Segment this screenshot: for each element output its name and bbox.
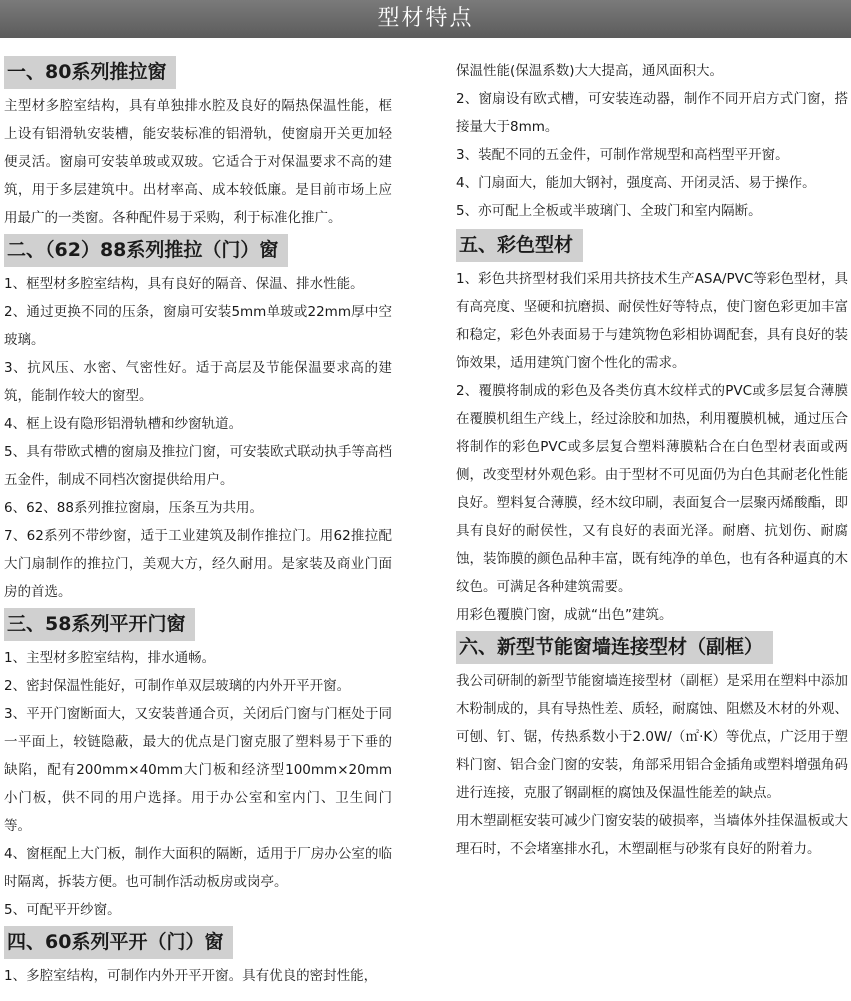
section-58-casement-window [4, 608, 392, 924]
paragraph: 5、亦可配上全板或半玻璃门、全玻门和室内隔断。 [456, 203, 762, 219]
page-title: 型材特点 [0, 0, 851, 38]
paragraph: 1、主型材多腔室结构，排水通畅。 [4, 650, 216, 666]
paragraph: 保温性能(保温系数)大大提高，通风面积大。 [456, 63, 724, 79]
paragraph: 1、彩色共挤型材我们采用共挤技术生产ASA/PVC等彩色型材，具有高亮度、坚硬和抗磨损、耐侯性好等特点，使门窗色彩更加丰富和稳定，彩色外表面易于与建筑物色彩相协调配套，具有良好的装饰效果，适用建筑门窗个性化的需求。 [456, 271, 848, 371]
section-60-casement-window [4, 926, 392, 990]
left-column [4, 56, 392, 990]
section-heading: 五、彩色型材 [456, 229, 583, 262]
section-62-88-sliding-window [4, 234, 392, 606]
section-60-continued [456, 57, 848, 225]
section-heading: 四、60系列平开（门）窗 [4, 926, 233, 959]
right-column [456, 57, 848, 863]
paragraph: 6、62、88系列推拉窗扇，压条互为共用。 [4, 500, 263, 516]
section-80-sliding-window [4, 56, 392, 232]
paragraph: 3、抗风压、水密、气密性好。适于高层及节能保温要求高的建筑，能制作较大的窗型。 [4, 360, 392, 404]
section-heading: 二、（62）88系列推拉（门）窗 [4, 234, 288, 267]
paragraph: 我公司研制的新型节能窗墙连接型材（副框）是采用在塑料中添加木粉制成的，具有导热性差、质轻，耐腐蚀、阻燃及木材的外观、可刨、钉、锯，传热系数小于2.0W/（㎡·K）等优点，广泛用于塑料门窗、铝合金门窗的安装，角部采用铝合金插角或塑料增强角码进行连接，克服了钢副框的腐蚀及保温性能差的缺点。 [456, 673, 848, 801]
paragraph: 用木塑副框安装可减少门窗安装的破损率，当墙体外挂保温板或大理石时，不会堵塞排水孔，木塑副框与砂浆有良好的附着力。 [456, 813, 848, 857]
paragraph: 用彩色覆膜门窗，成就“出色”建筑。 [456, 607, 673, 623]
paragraph: 2、密封保温性能好，可制作单双层玻璃的内外开平开窗。 [4, 678, 351, 694]
paragraph: 4、门扇面大，能加大钢衬，强度高、开闭灵活、易于操作。 [456, 175, 816, 191]
paragraph: 4、窗框配上大门板，制作大面积的隔断，适用于厂房办公室的临时隔离，拆装方便。也可制作活动板房或岗亭。 [4, 846, 392, 890]
paragraph: 7、62系列不带纱窗，适于工业建筑及制作推拉门。用62推拉配大门扇制作的推拉门，美观大方，经久耐用。是家装及商业门面房的首选。 [4, 528, 392, 600]
paragraph: 5、具有带欧式槽的窗扇及推拉门窗，可安装欧式联动执手等高档五金件，制成不同档次窗提供给用户。 [4, 444, 392, 488]
paragraph: 1、框型材多腔室结构，具有良好的隔音、保温、排水性能。 [4, 276, 364, 292]
section-heading: 一、80系列推拉窗 [4, 56, 176, 89]
paragraph: 主型材多腔室结构，具有单独排水腔及良好的隔热保温性能，框上设有铝滑轨安装槽，能安装标准的铝滑轨，使窗扇开关更加轻便灵活。窗扇可安装单玻或双玻。它适合于对保温要求不高的建筑，用于多层建筑中。出材率高、成本较低廉。是目前市场上应用最广的一类窗。各种配件易于采购，利于标准化推广。 [4, 98, 392, 226]
section-sub-frame-profiles [456, 631, 848, 863]
paragraph: 4、框上设有隐形铝滑轨槽和纱窗轨道。 [4, 416, 243, 432]
section-heading: 六、新型节能窗墙连接型材（副框） [456, 631, 773, 664]
paragraph: 3、平开门窗断面大，又安装普通合页，关闭后门窗与门框处于同一平面上，较链隐蔽，最大的优点是门窗克服了塑料易于下垂的缺陷，配有200mm×40mm大门板和经济型100mm×20mm小门板，供不同的用户选择。用于办公室和室内门、卫生间门等。 [4, 706, 392, 834]
paragraph: 2、覆膜将制成的彩色及各类仿真木纹样式的PVC或多层复合薄膜在覆膜机组生产线上，经过涂胶和加热，利用覆膜机械，通过压合将制作的彩色PVC或多层复合塑料薄膜粘合在白色型材表面或两侧，改变型材外观色彩。由于型材不可见面仍为白色其耐老化性能良好。塑料复合薄膜，经木纹印刷，表面复合一层聚丙烯酸酯，即具有良好的耐侯性，又有良好的表面光泽。耐磨、抗划伤、耐腐蚀，装饰膜的颜色品种丰富，既有纯净的单色，也有各种逼真的木纹色。可满足各种建筑需要。 [456, 383, 848, 595]
paragraph: 2、窗扇设有欧式槽，可安装连动器，制作不同开启方式门窗，搭接量大于8mm。 [456, 91, 848, 135]
section-color-profiles [456, 229, 848, 629]
paragraph: 3、装配不同的五金件，可制作常规型和高档型平开窗。 [456, 147, 789, 163]
paragraph: 1、多腔室结构，可制作内外开平开窗。具有优良的密封性能， [4, 968, 378, 984]
section-heading: 三、58系列平开门窗 [4, 608, 195, 641]
paragraph: 5、可配平开纱窗。 [4, 902, 121, 918]
paragraph: 2、通过更换不同的压条，窗扇可安装5mm单玻或22mm厚中空玻璃。 [4, 304, 392, 348]
